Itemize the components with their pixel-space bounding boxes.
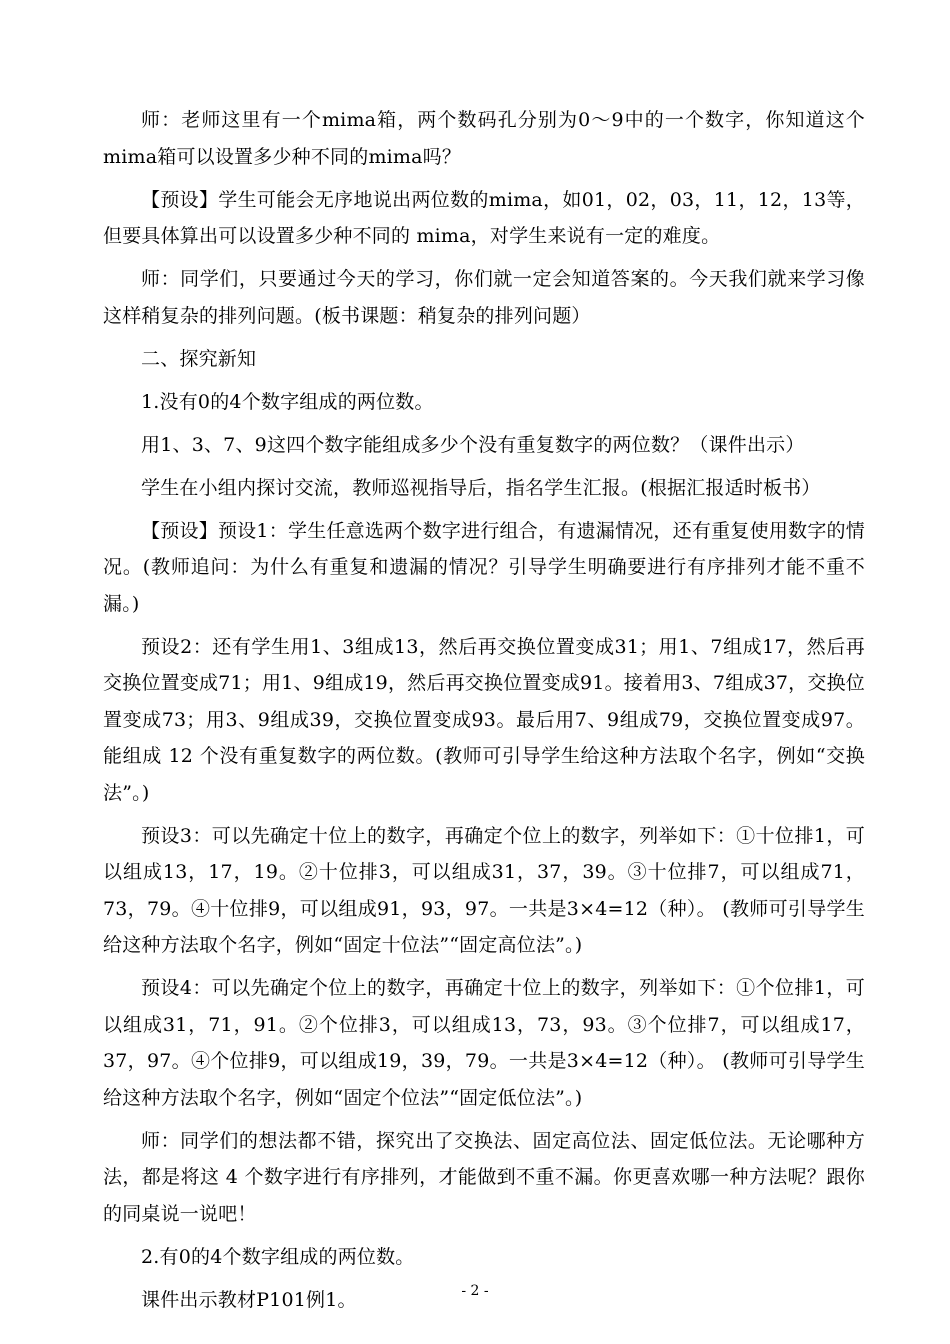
paragraph-group-discussion: 学生在小组内探讨交流，教师巡视指导后，指名学生汇报。(根据汇报适时板书） [141, 476, 821, 499]
paragraph-teacher-question: 师：老师这里有一个mima箱，两个数码孔分别为0～9中的一个数字，你知道这个mima箱可以设置多少种不同的mima吗？ [103, 109, 865, 168]
paragraph-example: 课件出示教材P101例1。 [141, 1288, 357, 1311]
paragraph-teacher-summary: 师：同学们的想法都不错，探究出了交换法、固定高位法、固定低位法。无论哪种方法，都是将这 4 个数字进行有序排列，才能做到不重不漏。你更喜欢哪一种方法呢？跟你的同桌说一说吧！ [103, 1129, 865, 1225]
paragraph-preset-4: 预设4：可以先确定个位上的数字，再确定十位上的数字，列举如下：①个位排1，可以组成31，71，91。②个位排3，可以组成13，73，93。③个位排7，可以组成17，37，97。④个位排9，可以组成19，39，79。一共是3×4=12（种）。 (教师可引导学生给这种方法取个名字，例如“固定个位法”“固定低位法”。) [103, 977, 865, 1109]
section-heading-explore: 二、探究新知 [141, 347, 257, 370]
page-number: - 2 - [461, 1283, 489, 1299]
document-body [103, 102, 865, 1325]
paragraph-question: 用1、3、7、9这四个数字能组成多少个没有重复数字的两位数？（课件出示） [141, 433, 805, 456]
subheading-with-zero: 2.有0的4个数字组成的两位数。 [141, 1245, 415, 1268]
subheading-no-zero: 1.没有0的4个数字组成的两位数。 [141, 390, 434, 413]
paragraph-teacher-topic: 师：同学们，只要通过今天的学习，你们就一定会知道答案的。今天我们就来学习像这样稍复杂的排列问题。(板书课题：稍复杂的排列问题） [103, 268, 865, 327]
paragraph-preset-3: 预设3：可以先确定十位上的数字，再确定个位上的数字，列举如下：①十位排1，可以组成13，17，19。②十位排3，可以组成31，37，39。③十位排7，可以组成71，73，79。④十位排9，可以组成91，93，97。一共是3×4=12（种）。 (教师可引导学生给这种方法取个名字，例如“固定十位法”“固定高位法”。) [103, 824, 865, 956]
paragraph-preset-intro: 【预设】学生可能会无序地说出两位数的mima，如01，02，03，11，12，13等，但要具体算出可以设置多少种不同的 mima，对学生来说有一定的难度。 [103, 188, 865, 247]
paragraph-preset-1: 【预设】预设1：学生任意选两个数字进行组合，有遗漏情况，还有重复使用数字的情况。(教师追问：为什么有重复和遗漏的情况？引导学生明确要进行有序排列才能不重不漏。) [103, 519, 865, 615]
paragraph-preset-2: 预设2：还有学生用1、3组成13，然后再交换位置变成31；用1、7组成17，然后再交换位置变成71；用1、9组成19，然后再交换位置变成91。接着用3、7组成37，交换位置变成73；用3、9组成39，交换位置变成93。最后用7、9组成79，交换位置变成97。能组成 12 个没有重复数字的两位数。(教师可引导学生给这种方法取个名字，例如“交换法”。) [103, 635, 865, 804]
